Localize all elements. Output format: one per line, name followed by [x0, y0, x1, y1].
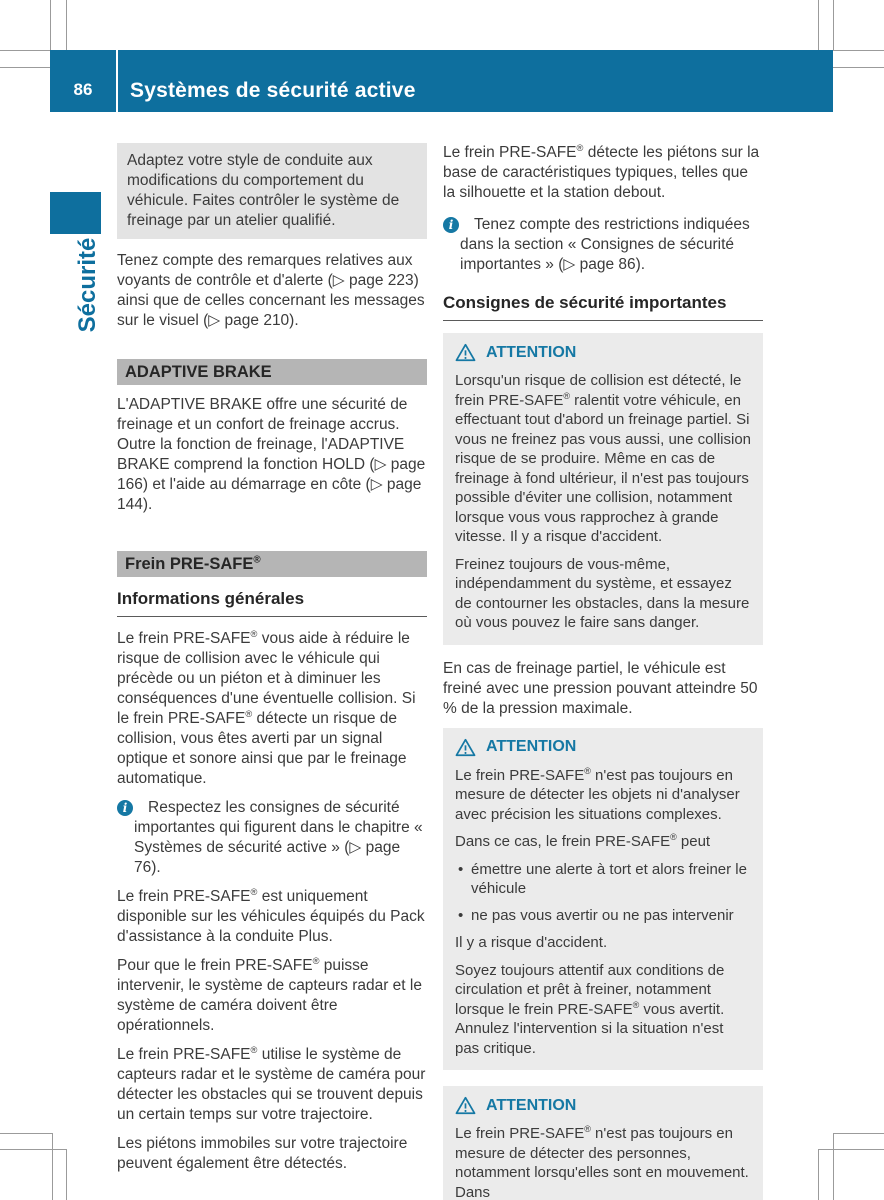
page-header	[50, 50, 833, 112]
crop-mark	[66, 1149, 67, 1200]
warning-text: Soyez toujours attentif aux conditions de circulation et prêt à freiner, notamment lorsque le frein PRE-SAFE® vous avertit. Annulez l'intervention si la situation n'est pas critique.	[455, 961, 725, 1057]
left-column	[117, 143, 427, 1183]
note-box-text: Adaptez votre style de conduite aux modifications du comportement du véhicule. Faites contrôler le système de freinage par un atelier qualifié.	[127, 152, 400, 229]
bullet-item	[458, 906, 751, 926]
paragraph: Le frein PRE-SAFE® détecte les piétons sur la base de caractéristiques typiques, telles que la silhouette et la station debout.	[443, 142, 760, 201]
paragraph: Pour que le frein PRE-SAFE® puisse intervenir, le système de capteurs radar et le système de caméra doivent être opérationnels.	[117, 955, 422, 1034]
paragraph: En cas de freinage partiel, le véhicule est freiné avec une pression pouvant atteindre 50 % de la pression maximale.	[443, 659, 758, 717]
info-note-text: Respectez les consignes de sécurité importantes qui figurent dans le chapitre « Systèmes de sécurité active » (▷ page 76).	[134, 799, 423, 876]
note-box	[117, 143, 427, 239]
bullet-item	[458, 860, 751, 899]
warning-text: Le frein PRE-SAFE® n'est pas toujours en mesure de détecter des personnes, notamment lorsqu'elles sont en mouvement. Dans	[455, 1124, 749, 1200]
warning-text: Il y a risque d'accident.	[455, 934, 608, 951]
crop-mark	[818, 1149, 884, 1150]
warning-triangle-icon	[455, 1096, 476, 1115]
info-icon: i	[117, 800, 133, 816]
warning-box	[443, 333, 763, 645]
crop-mark	[833, 50, 884, 51]
crop-mark	[833, 1133, 884, 1134]
crop-mark	[50, 0, 51, 50]
right-column	[443, 143, 763, 1200]
bullet-text: émettre une alerte à tort et alors freiner le véhicule	[471, 860, 747, 897]
paragraph: Le frein PRE-SAFE® utilise le système de capteurs radar et le système de caméra pour détecter les obstacles qui se trouvent depuis un certain temps sur votre trajectoire.	[117, 1044, 426, 1123]
page-title: Systèmes de sécurité active	[130, 79, 416, 102]
warning-header	[455, 343, 751, 362]
crop-mark	[833, 0, 834, 50]
warning-bullet-list	[455, 860, 751, 926]
subsection-heading-informations-generales: Informations générales	[117, 589, 427, 617]
page-number: 86	[73, 80, 93, 99]
paragraph: Le frein PRE-SAFE® est uniquement disponible sur les véhicules équipés du Pack d'assistance à la conduite Plus.	[117, 886, 425, 945]
paragraph: L'ADAPTIVE BRAKE offre une sécurité de freinage et un confort de freinage accrus. Outre la fonction de freinage, l'ADAPTIVE BRAKE comprend la fonction HOLD (▷ page 166) et l'aide au démarrage en côte (▷ page 144).	[117, 396, 426, 513]
paragraph: Les piétons immobiles sur votre trajectoire peuvent également être détectés.	[117, 1135, 408, 1172]
warning-triangle-icon	[455, 343, 476, 362]
warning-text: Freinez toujours de vous-même, indépendamment du système, et essayez de contourner les obstacles, dans la mesure où vous pouvez le faire sans danger.	[455, 555, 750, 631]
paragraph: Tenez compte des remarques relatives aux voyants de contrôle et d'alerte (▷ page 223) ainsi que de celles concernant les messages sur le visuel (▷ page 210).	[117, 252, 425, 329]
info-note-text: Tenez compte des restrictions indiquées dans la section « Consignes de sécurité importantes » (▷ page 86).	[460, 216, 750, 273]
chapter-tab	[50, 192, 101, 234]
subsection-heading-consignes: Consignes de sécurité importantes	[443, 293, 763, 321]
warning-box	[443, 1086, 763, 1200]
warning-text: Lorsqu'un risque de collision est détecté, le frein PRE-SAFE® ralentit votre véhicule, en effectuant tout d'abord un freinage partiel. Si vous ne freinez pas vous aussi, une collision risque de se produire. Même en cas de freinage à fond ultérieur, il n'est pas toujours possible d'éviter une collision, notamment lorsque vous vous rapprochez à grande vitesse. Il y a risque d'accident.	[455, 372, 752, 545]
crop-mark	[52, 1133, 53, 1200]
bullet-text: ne pas vous avertir ou ne pas intervenir	[471, 906, 734, 924]
warning-box	[443, 728, 763, 1071]
section-header-frein-pre-safe: Frein PRE-SAFE®	[117, 551, 427, 577]
warning-text: Le frein PRE-SAFE® n'est pas toujours en mesure de détecter les objets ni d'analyser avec précision les situations complexes.	[455, 765, 740, 823]
warning-label: ATTENTION	[486, 738, 577, 755]
warning-label: ATTENTION	[486, 343, 577, 361]
crop-mark	[0, 67, 50, 68]
warning-header	[455, 738, 751, 757]
section-header-adaptive-brake: ADAPTIVE BRAKE	[117, 359, 427, 385]
crop-mark	[0, 50, 50, 51]
warning-header	[455, 1096, 751, 1115]
info-note	[117, 798, 427, 878]
warning-triangle-icon	[455, 738, 476, 757]
chapter-label: Sécurité	[74, 237, 101, 333]
info-note	[443, 215, 763, 275]
warning-label: ATTENTION	[486, 1096, 577, 1114]
crop-mark	[833, 1133, 834, 1200]
paragraph: Le frein PRE-SAFE® vous aide à réduire le risque de collision avec le véhicule qui précède ou un piéton et à diminuer les conséquences d'une éventuelle collision. Si le frein PRE-SAFE® détecte un risque de collision, vous êtes averti par un signal optique et sonore ainsi que par le freinage automatique.	[117, 628, 416, 787]
crop-mark	[818, 1149, 819, 1200]
crop-mark	[0, 1149, 66, 1150]
crop-mark	[0, 1133, 52, 1134]
info-icon: i	[443, 217, 459, 233]
warning-text: Dans ce cas, le frein PRE-SAFE® peut	[455, 832, 711, 850]
